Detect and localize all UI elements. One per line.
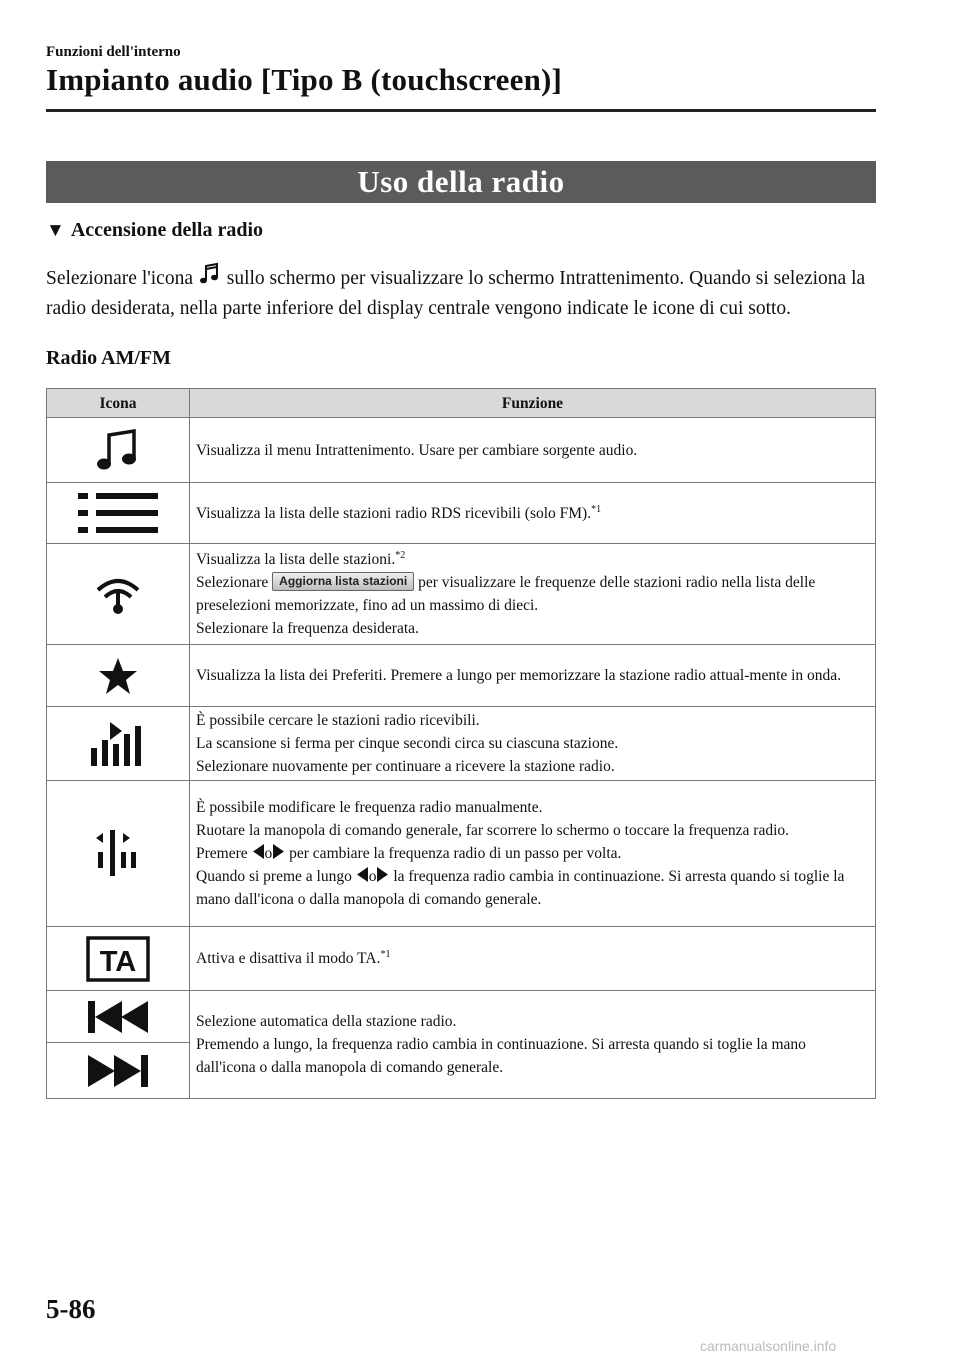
star-icon (98, 656, 138, 696)
function-text: Selezionare la frequenza desiderata. (196, 620, 419, 637)
skip-forward-icon (86, 1053, 150, 1089)
function-text: Attiva e disattiva il modo TA. (196, 950, 381, 967)
icon-cell (47, 927, 190, 991)
chapter-title: Impianto audio [Tipo B (touchscreen)] (46, 62, 563, 97)
table-header-row (47, 389, 876, 418)
function-cell (190, 418, 876, 483)
function-text: per visualizzare le frequenze delle stazioni radio nella lista delle preselezioni memorizzate, fino ad un massimo di dieci. (196, 574, 816, 614)
ta-icon-text: TA (99, 945, 137, 978)
footnote-ref: *1 (591, 503, 602, 515)
function-line (196, 571, 867, 617)
function-text: Premere (196, 845, 248, 862)
function-line: Premendo a lungo, la frequenza radio cambia in continuazione. Si arresta quando si toglie la mano dall'icona o dalla manopola di comando generale. (196, 1036, 806, 1076)
table-row (47, 418, 876, 483)
ta-icon (86, 936, 150, 982)
table-row (47, 707, 876, 781)
table-row (47, 645, 876, 707)
icon-cell (47, 483, 190, 544)
icon-cell (47, 418, 190, 483)
table-row (47, 781, 876, 927)
function-line (196, 865, 867, 911)
arrow-left-icon (356, 867, 369, 882)
function-cell (190, 927, 876, 991)
function-line (196, 842, 867, 865)
page-number: 5-86 (46, 1294, 96, 1324)
intro-paragraph (46, 262, 876, 324)
watermark: carmanualsonline.info (700, 1338, 837, 1354)
radio-amfm-label: Radio AM/FM (46, 347, 171, 369)
header-icona: Icona (47, 389, 190, 418)
function-line (196, 548, 867, 571)
subheading (46, 219, 263, 242)
function-text: Visualizza il menu Intrattenimento. Usare per cambiare sorgente audio. (196, 441, 638, 459)
manual-tune-icon (93, 830, 143, 878)
function-line: Ruotare la manopola di comando generale, far scorrere lo schermo o toccare la frequenza radio. (196, 822, 790, 839)
arrow-left-icon (252, 844, 265, 859)
function-line: È possibile cercare le stazioni radio ricevibili. (196, 712, 480, 729)
function-cell (190, 483, 876, 544)
icon-cell (47, 1043, 190, 1099)
or-text: o (264, 845, 273, 862)
function-cell (190, 991, 876, 1099)
function-text: Visualizza la lista delle stazioni. (196, 551, 396, 568)
section-banner: Uso della radio (46, 161, 876, 203)
function-text: la frequenza radio cambia in continuazione. Si arresta quando si toglie la mano dall'icona o dalla manopola di comando generale. (196, 868, 845, 908)
function-line: Selezione automatica della stazione radio. (196, 1013, 457, 1030)
antenna-signal-icon (94, 572, 142, 616)
skip-back-icon (86, 999, 150, 1035)
icon-cell (47, 991, 190, 1043)
table-row (47, 483, 876, 544)
header-funzione: Funzione (190, 389, 876, 418)
function-line: Selezionare nuovamente per continuare a ricevere la stazione radio. (196, 758, 615, 775)
subheading-text: Accensione della radio (70, 219, 264, 241)
function-line: La scansione si ferma per cinque secondi circa su ciascuna stazione. (196, 735, 619, 752)
function-cell (190, 645, 876, 707)
intro-text-before: Selezionare l'icona (46, 268, 193, 289)
function-text: Visualizza la lista delle stazioni radio RDS ricevibili (solo FM). (196, 504, 592, 522)
music-note-icon (96, 427, 140, 473)
function-text: Visualizza la lista dei Preferiti. Premere a lungo per memorizzare la stazione radio attual-mente in onda. (196, 667, 842, 684)
function-cell (190, 707, 876, 781)
function-line: È possibile modificare le frequenza radio manualmente. (196, 799, 543, 816)
arrow-right-icon (272, 844, 285, 859)
icon-cell (47, 544, 190, 645)
music-note-icon (199, 262, 221, 286)
section-label: Funzioni dell'interno (46, 44, 181, 60)
function-cell (190, 781, 876, 927)
list-icon (78, 491, 158, 535)
icon-cell (47, 707, 190, 781)
icon-cell (47, 781, 190, 927)
or-text: o (368, 868, 377, 885)
scan-icon (89, 720, 147, 768)
chapter-divider (46, 109, 876, 112)
triangle-bullet-icon: ▼ (46, 220, 65, 241)
intro-text-after: sullo schermo per visualizzare lo schermo Intrattenimento. Quando si seleziona la radio desiderata, nella parte inferiore del display centrale vengono indicate le icone di cui sotto. (46, 268, 866, 319)
function-text: per cambiare la frequenza radio di un passo per volta. (289, 845, 622, 862)
function-line (196, 617, 867, 640)
icon-cell (47, 645, 190, 707)
function-cell (190, 544, 876, 645)
footnote-ref: *2 (395, 549, 406, 561)
table-row (47, 927, 876, 991)
function-text: Quando si preme a lungo (196, 868, 352, 885)
update-station-list-button: Aggiorna lista stazioni (272, 572, 414, 591)
function-text: Selezionare (196, 574, 269, 591)
footnote-ref: *1 (380, 948, 391, 960)
arrow-right-icon (376, 867, 389, 882)
function-table (46, 388, 876, 1099)
table-row (47, 991, 876, 1043)
table-row (47, 544, 876, 645)
